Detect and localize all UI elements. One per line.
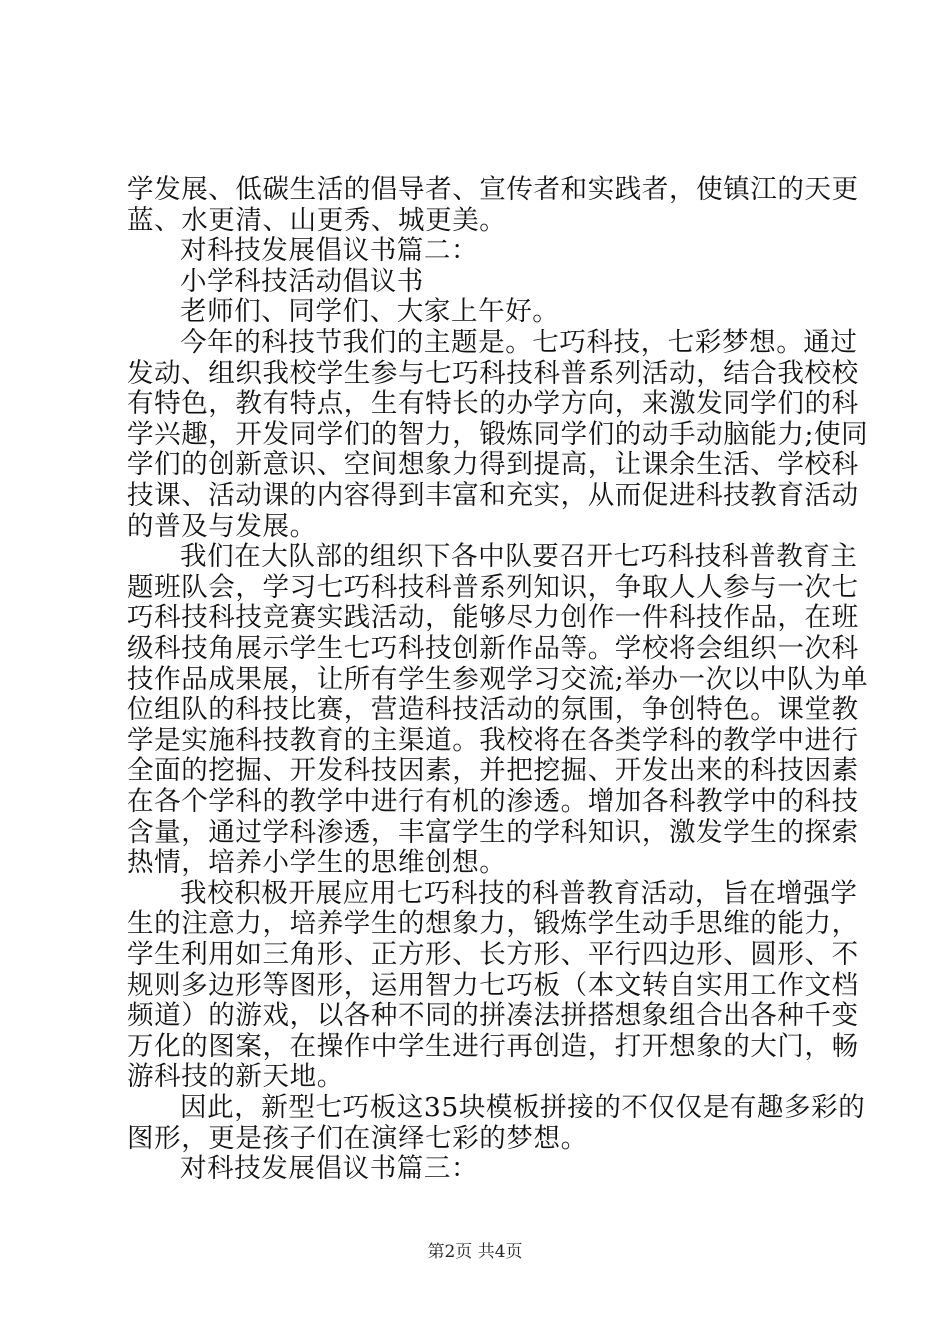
paragraph-line: 图形，更是孩子们在演绎七彩的梦想。 [127, 1122, 588, 1154]
paragraph-line: 学发展、低碳生活的倡导者、宣传者和实践者，使镇江的天更 [127, 174, 859, 205]
paragraph-line: 因此，新型七巧板这35块模板拼接的不仅仅是有趣多彩的 [180, 1092, 866, 1123]
paragraph-line: 热情，培养小学生的思维创想。 [127, 847, 507, 879]
document-title: 小学科技活动倡议书 [180, 265, 424, 297]
paragraph-line: 技作品成果展，让所有学生参观学习交流;举办一次以中队为单 [127, 663, 869, 695]
paragraph-line: 学们的创新意识、空间想象力得到提高，让课余生活、学校科 [127, 449, 859, 481]
paragraph-line: 在各个学科的教学中进行有机的渗透。增加各科教学中的科技 [127, 786, 859, 817]
greeting-line: 老师们、同学们、大家上午好。 [180, 296, 560, 328]
paragraph-line: 频道）的游戏，以各种不同的拼凑法拼搭想象组合出各种千变 [127, 1000, 859, 1032]
paragraph-line: 万化的图案，在操作中学生进行再创造，打开想象的大门，畅 [127, 1030, 859, 1062]
paragraph-line: 生的注意力，培养学生的想象力，锻炼学生动手思维的能力， [127, 908, 859, 940]
paragraph-line: 学兴趣，开发同学们的智力，锻炼同学们的动手动脑能力;使同 [127, 418, 869, 450]
paragraph-line: 全面的挖掘、开发科技因素，并把挖掘、开发出来的科技因素 [127, 755, 859, 787]
paragraph-line: 题班队会，学习七巧科技科普系列知识，争取人人参与一次七 [127, 571, 859, 603]
paragraph-line: 今年的科技节我们的主题是。七巧科技，七彩梦想。通过 [180, 327, 858, 358]
paragraph-line: 含量，通过学科渗透，丰富学生的学科知识，激发学生的探索 [127, 816, 859, 848]
page-footer [0, 1240, 950, 1264]
page-number: 第2页 共4页 [427, 1242, 523, 1262]
paragraph-line: 游科技的新天地。 [127, 1061, 344, 1093]
paragraph-line: 学生利用如三角形、正方形、长方形、平行四边形、圆形、不 [127, 939, 859, 970]
paragraph-line: 发动、组织我校学生参与七巧科技科普系列活动，结合我校校 [127, 357, 859, 389]
paragraph-line: 蓝、水更清、山更秀、城更美。 [127, 204, 507, 236]
paragraph-line: 我校积极开展应用七巧科技的科普教育活动，旨在增强学 [180, 877, 858, 909]
paragraph-line: 技课、活动课的内容得到丰富和充实，从而促进科技教育活动 [127, 480, 859, 511]
paragraph-line: 巧科技科技竞赛实践活动，能够尽力创作一件科技作品，在班 [127, 602, 859, 634]
paragraph-line: 规则多边形等图形，运用智力七巧板（本文转自实用工作文档 [127, 969, 859, 1001]
paragraph-line: 学是实施科技教育的主渠道。我校将在各类学科的教学中进行 [127, 724, 859, 756]
section-heading: 对科技发展倡议书篇二： [180, 235, 479, 267]
paragraph-line: 位组队的科技比赛，营造科技活动的氛围，争创特色。课堂教 [127, 694, 859, 726]
paragraph-line: 我们在大队部的组织下各中队要召开七巧科技科普教育主 [180, 541, 858, 573]
section-heading: 对科技发展倡议书篇三： [180, 1153, 479, 1185]
paragraph-line: 的普及与发展。 [127, 510, 317, 542]
paragraph-line: 级科技角展示学生七巧科技创新作品等。学校将会组织一次科 [127, 633, 859, 664]
paragraph-line: 有特色，教有特点，生有特长的办学方向，来激发同学们的科 [127, 388, 859, 420]
